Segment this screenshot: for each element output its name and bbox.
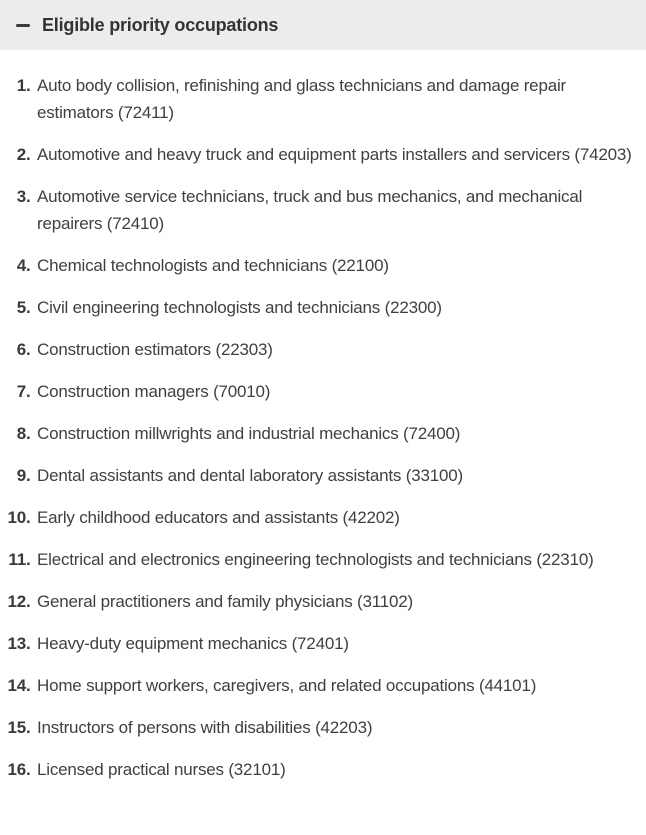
accordion-header[interactable] — [0, 0, 646, 50]
list-item: 1. Auto body collision, refinishing and glass technicians and damage repair estimators (72411) — [35, 72, 636, 126]
list-item: 13. Heavy-duty equipment mechanics (72401) — [35, 630, 636, 657]
list-item: 12. General practitioners and family physicians (31102) — [35, 588, 636, 615]
list-item: 7. Construction managers (70010) — [35, 378, 636, 405]
accordion-title: Eligible priority occupations — [42, 14, 279, 35]
list-item: 2. Automotive and heavy truck and equipment parts installers and servicers (74203) — [35, 141, 636, 168]
list-item: 4. Chemical technologists and technicians (22100) — [35, 252, 636, 279]
accordion-body — [0, 50, 646, 803]
list-item: 3. Automotive service technicians, truck and bus mechanics, and mechanical repairers (72410) — [35, 183, 636, 237]
list-item: 11. Electrical and electronics engineering technologists and technicians (22310) — [35, 546, 636, 573]
list-item: 15. Instructors of persons with disabilities (42203) — [35, 714, 636, 741]
occupation-list — [0, 72, 636, 783]
list-item: 14. Home support workers, caregivers, and related occupations (44101) — [35, 672, 636, 699]
list-item: 9. Dental assistants and dental laboratory assistants (33100) — [35, 462, 636, 489]
list-item: 16. Licensed practical nurses (32101) — [35, 756, 636, 783]
list-item: 10. Early childhood educators and assistants (42202) — [35, 504, 636, 531]
list-item: 5. Civil engineering technologists and technicians (22300) — [35, 294, 636, 321]
list-item: 6. Construction estimators (22303) — [35, 336, 636, 363]
minus-icon[interactable] — [16, 24, 30, 27]
list-item: 8. Construction millwrights and industrial mechanics (72400) — [35, 420, 636, 447]
